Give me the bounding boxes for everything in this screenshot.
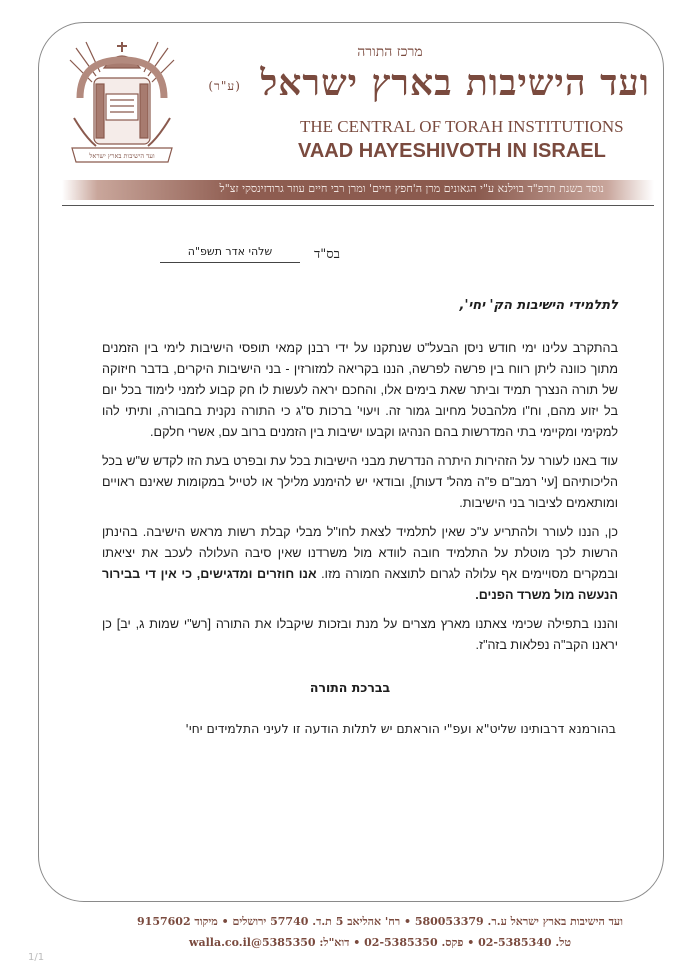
letter-closing: בברכת התורה (309, 680, 391, 695)
emblem-logo-icon (66, 38, 178, 168)
founding-band (62, 180, 654, 200)
header-divider (62, 205, 654, 206)
letterhead-subtitle: מרכז התורה (357, 44, 423, 60)
logo-caption: ועד הישיבות בארץ ישראל (89, 152, 155, 160)
paragraph-emphasis: אנו חוזרים ומדגישים, כי אין די בבירור הנעשה מול משרד הפנים. (102, 567, 618, 602)
letterhead-english-line2: VAAD HAYESHIVOTH IN ISRAEL (298, 140, 606, 162)
letter-salutation: לתלמידי הישיבות הק' יחי', (459, 298, 618, 313)
letterhead-title-abbr: (ע"ר) (208, 78, 241, 93)
footer-address: ועד הישיבות בארץ ישראל ע.ר. 580053379 • רח' אהליאב 5 ת.ד. 57740 ירושלים • מיקוד 9157602 (137, 915, 623, 928)
letter-paragraph: בהתקרב עלינו ימי חודש ניסן הבעל"ט שנתקנו על ידי רבנן קמאי תופסי הישיבות לימי בין הזמנים מתוך כוונה ליתן רווח בין פרשה לפרשה, הננו בקריאה למזורזין - בני הישיבות היקרים, בדבר חיזוקה של תורה הנצרך תמיד וביתר שאת בימים אלו, והחכם יראה לעשות לו חק קבוע לזמני לימוד בכל יום בל יזוע מהם, וח"ו מלהבטל מחיוב גמור זה. ויעוי' ברכות ס"ג כי התורה נקנית בחבורה, ותיתי להו למקימי ומקיימי בתי המדרשות בהם הנהיגו וקבעו ישיבות בין הזמנים ברוב עם, אשרי חלקם. (102, 341, 618, 439)
bsd-mark: בס"ד (314, 247, 340, 262)
footer-contact: טל. 02-5385340 • פקס. 02-5385350 • דוא"ל: 5385350@walla.co.il (189, 936, 571, 949)
date-underline (160, 262, 300, 263)
founding-band-text: נוסד בשנת תרפ"ד בוילנא ע"י הגאונים מרן ה'חפץ חיים' ומרן רבי חיים עוזר גרודזינסקי זצ"ל (219, 182, 604, 195)
paragraph-plain-text: כן, הננו לעורר ולהתריע ע"כ שאין לתלמיד לצאת לחו"ל מבלי קבלת רשות מראש הישיבה. בהינתן הרשות לכך מוטלת על התלמיד חובה לוודא מול משרדנו שאין סיבה העלולה לעכב את יציאתו ובמקרים מסויימים אף עלולה לגרום לתוצאה חמורה מזו. (102, 525, 618, 581)
letter-date: שלהי אדר תשפ"ה (187, 245, 273, 258)
letter-paragraph (102, 522, 618, 606)
page-marker: 1/1 (28, 952, 45, 963)
letterhead-title (180, 62, 650, 104)
letter-body (102, 338, 618, 664)
posting-note: בהורמנא דרבותינו שליט"א ועפ"י הוראתם יש לתלות הודעה זו לעיני התלמידים יחי' (185, 721, 616, 736)
letter-paragraph: עוד באנו לעורר על הזהירות היתרה הנדרשת מבני הישיבות בכל עת ובפרט בעת הזו לקדש ש"ש בכל הליכותיהם [עי' רמב"ם פ"ה מהל' דעות], ובודאי יש להימנע מלילך או לטייל במקומות שאינם ראויים ומותאמים לציבור בני הישיבות. (102, 454, 618, 510)
letterhead-english-line1: THE CENTRAL OF TORAH INSTITUTIONS (300, 117, 624, 136)
letterhead-title-text: ועד הישיבות בארץ ישראל (260, 62, 650, 104)
letter-paragraph: והננו בתפילה שכימי צאתנו מארץ מצרים על מנת ובזכות שיקבלו את התורה [רש"י שמות ג, יב] כן יראנו הקב"ה נפלאות בזה"ז. (102, 617, 618, 652)
